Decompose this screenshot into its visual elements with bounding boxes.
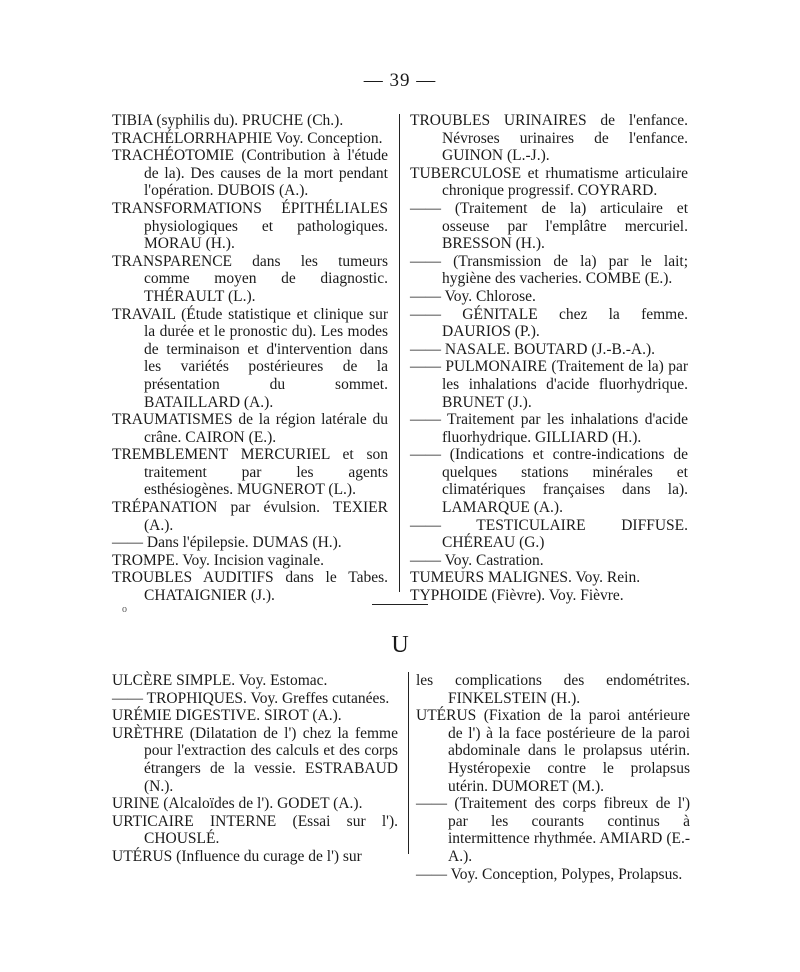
index-entry: URÉMIE DIGESTIVE. SIROT (A.). (112, 707, 342, 725)
index-entry: —— Traitement par les inhalations d'acide fluorhydrique. GILLIARD (H.). (410, 411, 688, 446)
index-entry: TIBIA (syphilis du). PRUCHE (Ch.). (112, 112, 344, 129)
index-entry: —— Dans l'épilepsie. DUMAS (H.). (112, 534, 342, 552)
index-entry: TRAVAIL (Étude statistique et clinique sur la durée et le pronostic du). Les modes de terminaison et d'intervention dans les variétés postérieures de la présentation du sommet. BATAILLARD (A.). (112, 305, 388, 411)
top-column-divider (399, 114, 400, 592)
index-entry: TRÉPANATION par évulsion. TEXIER (A.). (112, 499, 388, 534)
index-entry: —— (Transmission de la) par le lait; hygiène des vacheries. COMBE (E.). (410, 252, 688, 288)
index-entry: TUBERCULOSE et rhumatisme articulaire chronique progressif. COYRARD. (410, 164, 688, 200)
bottom-right-column (416, 672, 690, 883)
index-entry: les complications des endométrites. FINKELSTEIN (H.). (416, 672, 690, 707)
index-entry: TUMEURS MALIGNES. Voy. Rein. (410, 569, 641, 587)
section-letter: U (391, 632, 409, 658)
index-entry: —— GÉNITALE chez la femme. DAURIOS (P.). (410, 305, 688, 341)
index-entry: —— PULMONAIRE (Traitement de la) par les inhalations d'acide fluorhydrique. BRUNET (J.). (410, 358, 688, 411)
index-entry: TYPHOIDE (Fièvre). Voy. Fièvre. (410, 587, 624, 605)
index-entry: —— NASALE. BOUTARD (J.-B.-A.). (410, 340, 656, 358)
index-entry: —— TESTICULAIRE DIFFUSE. CHÉREAU (G.) (410, 516, 688, 552)
index-entry: TRAUMATISMES de la région latérale du crâne. CAIRON (E.). (112, 411, 388, 446)
index-entry: TROUBLES URINAIRES de l'enfance. Névroses urinaires de l'enfance. GUINON (L.-J.). (410, 112, 688, 165)
index-entry: —— (Indications et contre-indications de quelques stations minérales et climatériques françaises dans la). LAMARQUE (A.). (410, 446, 688, 517)
index-entry: —— TROPHIQUES. Voy. Greffes cutanées. (112, 689, 390, 707)
index-entry: TREMBLEMENT MERCURIEL et son traitement par les agents esthésiogènes. MUGNEROT (L.). (112, 446, 388, 499)
index-entry: TRACHÉLORRHAPHIE Voy. Conception. (112, 129, 383, 147)
index-entry: —— (Traitement de la) articulaire et osseuse par l'emplâtre mercuriel. BRESSON (H.). (410, 199, 688, 253)
index-entry: UTÉRUS (Fixation de la paroi antérieure de l') à la face postérieure de la paroi abdominale dans le prolapsus utérin. Hystéropexie contre le prolapsus utérin. DUMORET (M.). (416, 707, 690, 795)
top-left-column (112, 112, 388, 605)
index-entry: ULCÈRE SIMPLE. Voy. Estomac. (112, 672, 328, 689)
index-entry: TROUBLES AUDITIFS dans le Tabes. CHATAIGNIER (J.). (112, 569, 388, 605)
index-entry: URTICAIRE INTERNE (Essai sur l'). CHOUSLÉ. (112, 812, 398, 848)
index-entry: URINE (Alcaloïdes de l'). GODET (A.). (112, 795, 363, 813)
index-entry: UTÉRUS (Influence du curage de l') sur (112, 847, 362, 865)
index-entry: URÈTHRE (Dilatation de l') chez la femme pour l'extraction des calculs et des corps étrangers de la vessie. ESTRABAUD (N.). (112, 724, 398, 795)
index-entry: —— Voy. Conception, Polypes, Prolapsus. (416, 865, 683, 883)
stray-mark: o (122, 604, 127, 615)
index-entry: TRANSPARENCE dans les tumeurs comme moyen de diagnostic. THÉRAULT (L.). (112, 252, 388, 305)
top-right-column (410, 112, 688, 605)
section-rule (372, 604, 428, 605)
index-entry: TROMPE. Voy. Incision vaginale. (112, 551, 324, 569)
index-entry: TRANSFORMATIONS ÉPITHÉLIALES physiologiques et pathologiques. MORAU (H.). (112, 199, 388, 253)
bottom-column-divider (408, 672, 409, 854)
bottom-left-column (112, 672, 398, 866)
index-entry: —— (Traitement des corps fibreux de l') par les courants continus à intermittence rhythmée. AMIARD (E.-A.). (416, 795, 690, 865)
index-entry: TRACHÉOTOMIE (Contribution à l'étude de la). Des causes de la mort pendant l'opération. DUBOIS (A.). (112, 147, 388, 200)
index-entry: —— Voy. Chlorose. (410, 287, 536, 305)
index-entry: —— Voy. Castration. (410, 551, 544, 569)
page-number: — 39 — (363, 70, 437, 91)
